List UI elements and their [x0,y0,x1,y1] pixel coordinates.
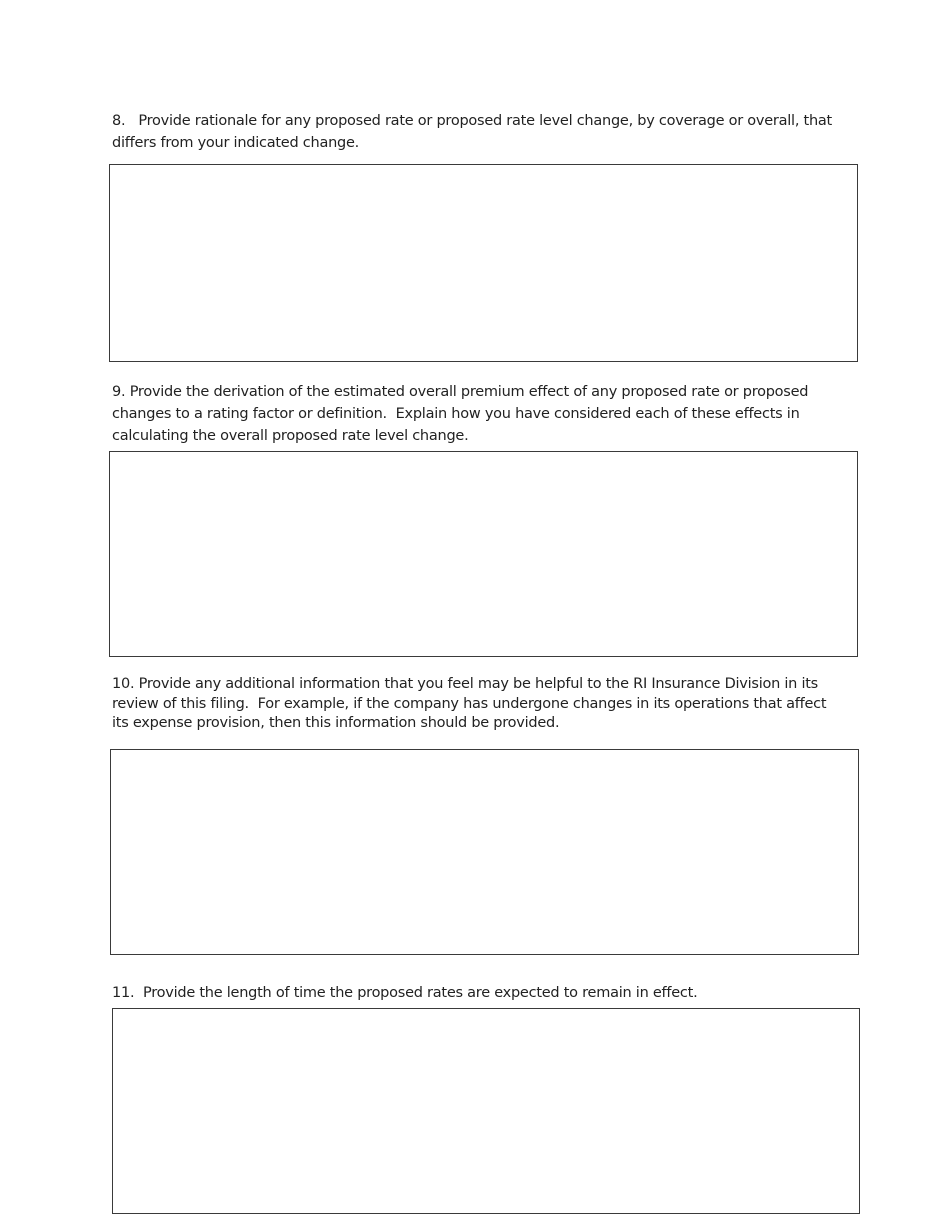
question-8-text: 8. Provide rationale for any proposed rate or proposed rate level change, by coverage or overall, that differs from your indicated change. [112,113,837,151]
question-11-text: 11. Provide the length of time the proposed rates are expected to remain in effect. [112,985,698,1001]
question-11-answer-box[interactable] [112,1008,860,1214]
question-10-answer-box[interactable] [110,749,859,955]
question-9-answer-box[interactable] [109,451,858,657]
question-8-answer-box[interactable] [109,164,858,362]
question-9-text: 9. Provide the derivation of the estimated overall premium effect of any proposed rate or proposed changes to a rating factor or definition. Explain how you have considered each of these effects in calculating the overall proposed rate level change. [112,384,813,444]
question-10-text: 10. Provide any additional information that you feel may be helpful to the RI Insurance Division in its review of this filing. For example, if the company has undergone changes in its operations that affect its expense provision, then this information should be provided. [112,676,831,731]
